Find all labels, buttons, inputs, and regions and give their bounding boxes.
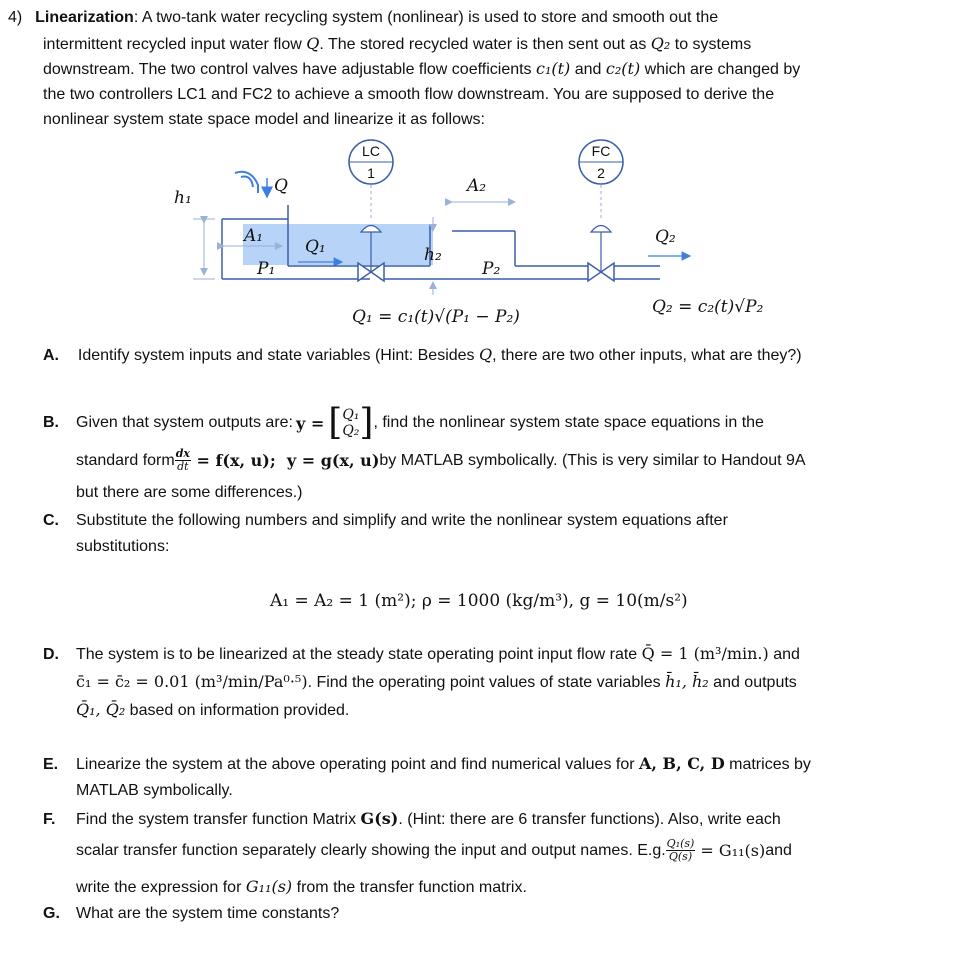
intro-line-2 — [43, 31, 751, 58]
part-d-line3 — [76, 700, 349, 720]
intro-text-2c: to systems — [670, 35, 752, 53]
part-d-letter: D. — [43, 646, 59, 663]
intro-line-3 — [43, 56, 800, 83]
lc-label-top: LC — [362, 143, 380, 159]
part-a-q: Q — [478, 345, 493, 364]
part-b-letter: B. — [43, 414, 59, 431]
part-c-line1 — [43, 512, 728, 530]
part-b-text-1b: , find the nonlinear system state space equations in the — [373, 414, 764, 431]
part-f-text-2a: scalar transfer function separately clearly showing the input and output names. E.g. — [76, 841, 666, 859]
intro-line-1 — [8, 5, 718, 31]
label-a1: A₁ — [244, 226, 264, 246]
valve2-actuator — [591, 226, 611, 233]
part-d-c-bar: c̄₁ = c̄₂ = 0.01 (m³/min/Pa⁰·⁵) — [76, 672, 308, 691]
part-a — [43, 345, 802, 365]
math-c2t: c₂(t) — [605, 59, 641, 78]
intro-line-5: nonlinear system state space model and linearize it as follows: — [43, 111, 485, 128]
part-f-g11-eq: = G₁₁(s) — [695, 841, 766, 860]
label-q1: Q₁ — [305, 237, 326, 257]
part-c-letter: C. — [43, 512, 59, 529]
label-a2: A₂ — [467, 176, 487, 196]
part-b-text-2b: by MATLAB symbolically. (This is very similar to Handout 9A — [379, 451, 806, 469]
output-vector: [ Q₁ Q₂ ] — [328, 402, 374, 443]
part-b-text-1a: Given that system outputs are: — [76, 414, 293, 431]
intro-text-3c: which are changed by — [640, 61, 801, 78]
intro-text-2a: intermittent recycled input water flow — [43, 35, 307, 53]
part-f-gs-text: G(s) — [360, 809, 399, 828]
lc-label-bottom: 1 — [367, 165, 375, 181]
part-g-letter: G. — [43, 905, 60, 922]
two-tank-diagram — [0, 135, 980, 335]
vector-bottom: Q₂ — [342, 423, 360, 439]
part-c-constants: A₁ = A₂ = 1 (m²); ρ = 1000 (kg/m³), g = 10(m/s²) — [270, 591, 688, 611]
problem-title: Linearization — [35, 9, 134, 26]
part-f-line3 — [76, 877, 527, 897]
part-e-line2: MATLAB symbolically. — [76, 782, 233, 799]
label-p1: P₁ — [257, 259, 276, 279]
part-f-g11: G₁₁(s) — [245, 877, 293, 896]
frac-qs: Q(s) — [668, 850, 693, 863]
part-d-text-2c: and outputs — [708, 674, 797, 691]
part-f-letter: F. — [43, 811, 56, 828]
part-b-text-2a: standard form — [76, 451, 175, 469]
label-q-in: Q — [274, 176, 288, 196]
part-d-q-outputs: Q̄₁, Q̄₂ — [76, 700, 126, 719]
part-e-matrices: A, B, C, D — [639, 754, 725, 773]
part-c-text-1: Substitute the following numbers and simplify and write the nonlinear system equations after — [76, 512, 728, 529]
vector-top: Q₁ — [342, 407, 360, 423]
frac-dx: dx — [175, 447, 190, 460]
part-d-q-bar: Q̄ = 1 (m³/min.) — [641, 644, 769, 663]
part-a-letter: A. — [43, 347, 59, 364]
part-b-y-eq: y = — [296, 413, 325, 433]
part-d-text-3b: based on information provided. — [125, 702, 350, 719]
part-f-text-3b: from the transfer function matrix. — [292, 879, 527, 896]
part-a-text-end: , there are two other inputs, what are they?) — [492, 347, 802, 364]
intro-text-1: : A two-tank water recycling system (nonlinear) is used to store and smooth out the — [133, 9, 719, 26]
part-e-letter: E. — [43, 756, 59, 773]
part-g-text: What are the system time constants? — [76, 905, 340, 922]
frac-q1s: Q₁(s) — [666, 837, 695, 850]
part-b-line2 — [76, 448, 806, 473]
intro-text-3a: downstream. The two control valves have adjustable flow coefficients — [43, 61, 536, 78]
intro-text-2b: . The stored recycled water is then sent out as — [319, 35, 651, 53]
part-b-line3: but there are some differences.) — [76, 484, 303, 501]
part-e-text-1a: Linearize the system at the above operating point and find numerical values for — [76, 756, 639, 773]
frac-dt: dt — [177, 460, 189, 473]
part-e-text-1b: matrices by — [724, 756, 811, 773]
part-f-text-1a: Find the system transfer function Matrix — [76, 811, 361, 828]
label-h1: h₁ — [174, 188, 192, 208]
part-f-line2 — [76, 838, 792, 863]
part-d-text-1a: The system is to be linearized at the steady state operating point input flow rate — [76, 646, 642, 663]
equation-q2: Q₂ = c₂(t)√P₂ — [652, 297, 764, 317]
transfer-fraction — [666, 838, 696, 863]
part-d-line2 — [76, 672, 797, 692]
part-d-text-1b: and — [768, 646, 800, 663]
intro-line-4: the two controllers LC1 and FC2 to achieve a smooth flow downstream. You are supposed to derive the — [43, 85, 775, 103]
label-q2: Q₂ — [655, 227, 676, 247]
fc-label-top: FC — [591, 143, 611, 159]
problem-number: 4) — [8, 9, 23, 26]
fc-label-bottom: 2 — [597, 165, 605, 181]
part-a-text: Identify system inputs and state variables (Hint: Besides — [77, 347, 479, 364]
part-d-line1 — [43, 644, 800, 664]
part-b-standard-form: = f(x, u); y = g(x, u) — [190, 451, 380, 470]
part-f-text-1b: . (Hint: there are 6 transfer functions). Also, write each — [398, 811, 781, 828]
equation-q1: Q₁ = c₁(t)√(P₁ − P₂) — [352, 307, 520, 327]
part-f-text-2b: and — [765, 841, 792, 859]
part-f-text-3a: write the expression for — [76, 879, 246, 896]
part-d-h-bar: h̄₁, h̄₂ — [665, 672, 709, 691]
part-f-gs — [361, 809, 399, 828]
part-d-text-2b: . Find the operating point values of state variables — [307, 674, 666, 691]
part-e-line1 — [43, 754, 811, 774]
part-f-line1 — [43, 809, 781, 829]
math-q2: Q₂ — [650, 33, 671, 53]
inlet-pipe — [235, 172, 258, 193]
math-c1t: c₁(t) — [536, 59, 571, 78]
part-b-line1 — [43, 402, 764, 443]
label-h2: h₂ — [424, 245, 442, 265]
intro-text-3b: and — [570, 61, 606, 78]
dx-dt-fraction — [175, 448, 191, 473]
part-c-line2: substitutions: — [76, 538, 170, 555]
label-p2: P₂ — [482, 259, 501, 279]
part-g — [43, 905, 339, 923]
math-q: Q — [306, 33, 320, 53]
